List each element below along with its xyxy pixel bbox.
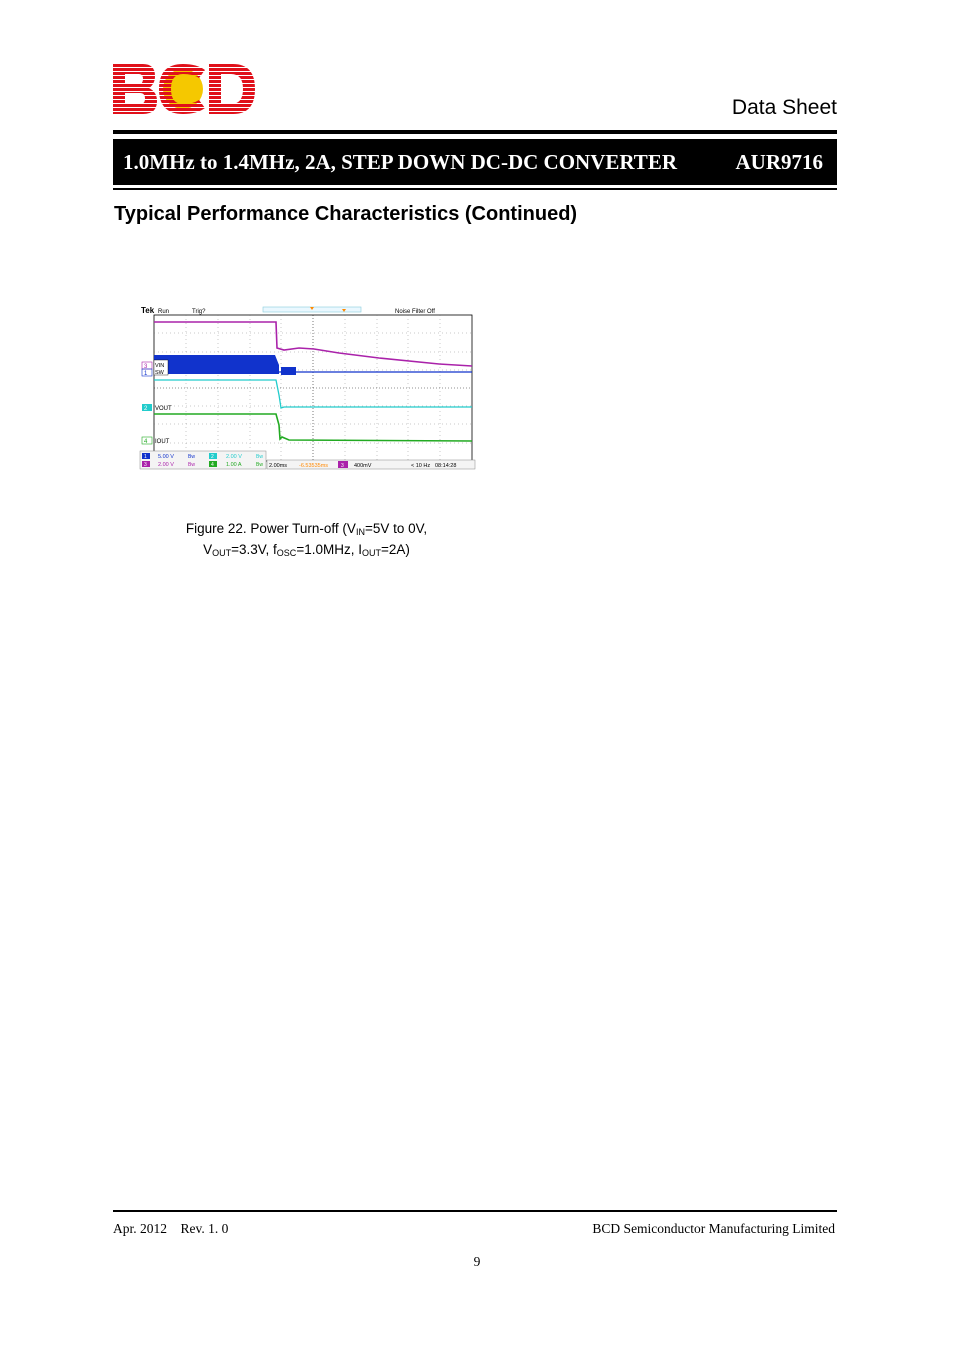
page-number: 9: [473, 1254, 481, 1269]
label-vin: VIN: [155, 363, 165, 369]
ch3-scale: 2.00 V: [158, 462, 174, 468]
logo-letter-d: [209, 64, 255, 114]
ch3-num: 3: [144, 462, 147, 468]
section-title: Typical Performance Characteristics (Continued): [114, 203, 578, 225]
label-sw: SW: [155, 370, 164, 376]
ch3-bw: Bw: [188, 462, 195, 468]
scope-clock: 08:14:28: [435, 463, 457, 469]
ch2-num: 2: [211, 454, 214, 460]
ch4-bw: Bw: [256, 462, 263, 468]
ch4-num: 4: [211, 462, 214, 468]
scope-mode: Run: [158, 309, 170, 315]
ch4-scale: 1.00 A: [226, 462, 242, 468]
header-rule: [113, 130, 837, 134]
ch4-marker: 4: [144, 439, 148, 445]
trigger-offset: -6.53535ms: [299, 463, 329, 469]
ch1-bw: Bw: [188, 454, 195, 460]
doc-type: Data Sheet: [731, 96, 837, 119]
ch1-num: 1: [144, 454, 147, 460]
trigger-channel: 3: [341, 463, 344, 469]
label-iout: IOUT: [155, 439, 170, 445]
scope-trig-status: Trig?: [192, 309, 206, 315]
ch1-marker: 1: [144, 371, 148, 377]
figure-caption: [100, 520, 513, 562]
ch1-scale: 5.00 V: [158, 454, 174, 460]
timebase: 2.00ms: [269, 463, 288, 469]
label-vout: VOUT: [155, 406, 172, 412]
caption-line-2: $V_{OUT}=3.3V$, $f_{OSC}=1.0MHz$, $I_{OUT}=2A$): [203, 542, 410, 558]
banner-title: 1.0MHz to 1.4MHz, 2A, STEP DOWN DC-DC CONVERTER: [123, 150, 677, 174]
trigger-level: 400mV: [354, 463, 372, 469]
trigger-freq: < 10 Hz: [411, 463, 431, 469]
banner-rule: [113, 188, 837, 190]
scope-noise-filter: Noise Filter Off: [395, 309, 435, 315]
ch3-marker: 3: [144, 364, 148, 370]
footer-rule: [113, 1210, 837, 1212]
footer-company: BCD Semiconductor Manufacturing Limited: [592, 1221, 835, 1236]
oscilloscope-capture: [139, 305, 477, 471]
part-number: AUR9716: [735, 150, 823, 174]
footer-date: Apr. 2012: [113, 1221, 167, 1236]
title-banner: [113, 139, 837, 185]
logo-letter-b: [113, 64, 157, 114]
ch2-marker: 2: [144, 406, 148, 412]
trace-sw-ringing: [281, 367, 296, 375]
ch2-bw: Bw: [256, 454, 263, 460]
caption-line-1: Figure 22. Power Turn-off ($V_{IN}=5V$ to 0V,: [185, 521, 428, 537]
footer-revision: [113, 1221, 228, 1237]
ch2-scale: 2.00 V: [226, 454, 242, 460]
scope-brand: Tek: [141, 306, 155, 315]
bcd-logo: [113, 64, 255, 114]
footer-rev: Rev. 1. 0: [180, 1221, 229, 1236]
trace-sw-switching: [154, 355, 275, 374]
